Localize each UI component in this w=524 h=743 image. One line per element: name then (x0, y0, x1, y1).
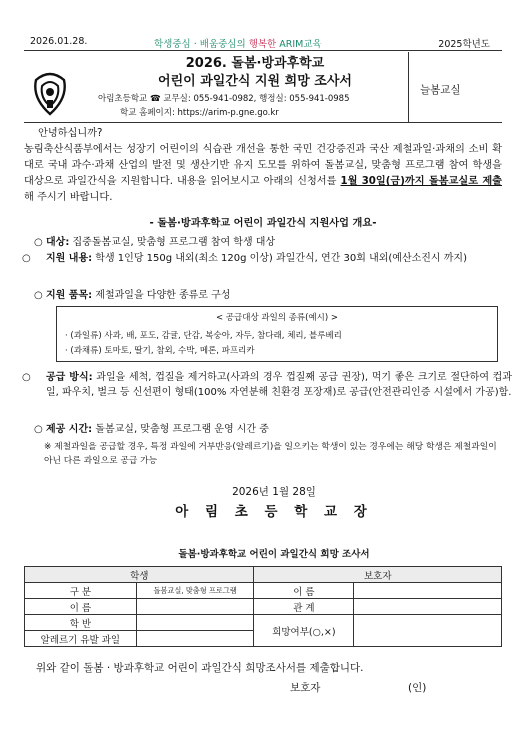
motto-highlight: 행복한 (248, 39, 277, 50)
grade-class-label: 학 반 (25, 615, 137, 631)
fruit-types-box (56, 306, 498, 362)
wish-label: 희망여부(○,×) (254, 615, 354, 647)
overview-item-time: ○ 제공 시간: 돌봄교실, 맞춤형 프로그램 운영 시간 중 (34, 424, 269, 435)
school-year: 2025학년도 (438, 39, 490, 50)
header-divider (408, 52, 409, 122)
school-contact: 아림초등학교 ☎ 교무실: 055-941-0982, 행정실: 055-941-0985 (98, 94, 350, 104)
document-title-line2: 어린이 과일간식 지원 희망 조사서 (158, 74, 352, 89)
circle-bullet-icon: ○ (34, 290, 43, 301)
allergy-field[interactable] (136, 631, 254, 647)
circle-bullet-icon: ○ (34, 424, 43, 435)
school-homepage: 학교 홈페이지: https://arim-p.gne.go.kr (120, 108, 279, 118)
fruit-box-title: < 공급대상 과일의 종류(예시) > (215, 313, 338, 323)
circle-bullet-icon: ○ (22, 253, 31, 264)
submit-statement: 위와 같이 돌봄 · 방과후학교 어린이 과일간식 희망조사서를 제출합니다. (36, 662, 364, 674)
student-name-label: 이 름 (25, 599, 137, 615)
overview-item-target: ○ 대상: 집중돌봄교실, 맞춤형 프로그램 참여 학생 대상 (34, 237, 276, 248)
application-form-table (24, 566, 502, 647)
department-label: 늘봄교실 (420, 84, 461, 96)
overview-item-products: ○ 지원 품목: 제철과일을 다양한 종류로 구성 (34, 290, 231, 301)
student-header: 학생 (25, 567, 254, 583)
deadline-emphasis: 1월 30일(금)까지 돌봄교실로 제출 (340, 176, 503, 187)
fruit-line: · (과일류) 사과, 배, 포도, 감귤, 단감, 복숭아, 자두, 참다래, 체리, 블루베리 (65, 331, 342, 341)
guardian-name-label: 이 름 (254, 583, 354, 599)
header-bottom-rule (24, 122, 502, 123)
allergy-note: ※ 제철과일을 공급할 경우, 특정 과일에 거부반응(알레르기)을 일으키는 학생이 있는 경우에는 해당 학생은 제철과일이 아닌 다른 과일으로 공급 가능 (44, 442, 497, 466)
guardian-name-field[interactable] (354, 583, 502, 599)
overview-title: - 돌봄·방과후학교 어린이 과일간식 지원사업 개요- (149, 218, 377, 229)
form-title: 돌봄·방과후학교 어린이 과일간식 희망 조사서 (178, 549, 370, 560)
student-name-field[interactable] (136, 599, 254, 615)
seal-label: (인) (408, 682, 427, 694)
document-title-line1: 2026. 돌봄·방과후학교 (185, 56, 325, 71)
circle-bullet-icon: ○ (34, 237, 43, 248)
school-logo-icon (30, 70, 70, 118)
principal-signature: 아 림 초 등 학 교 장 (175, 504, 373, 520)
greeting: 안녕하십니까? (38, 128, 103, 139)
circle-bullet-icon: ○ (22, 372, 31, 383)
guardian-relation-field[interactable] (354, 599, 502, 615)
overview-item-supply: ○ 공급 방식: 과일을 세척, 껍질을 제거하고(사과의 경우 껍질째 공급 권장), 먹기 좋은 크기로 절단하여 컵과일, 파우치, 벌크 등 신선편이 형태(100% 자연분해 친환경 포장재)로 공급(안전관리인증 시설에서 가공)함. (22, 372, 512, 398)
allergy-label: 알레르기 유발 과일 (25, 631, 137, 647)
issue-date: 2026년 1월 28일 (232, 486, 316, 498)
guardian-header: 보호자 (254, 567, 502, 583)
intro-paragraph: 농림축산식품부에서는 성장기 어린이의 식습관 개선을 통한 국민 건강증진과 국산 제철과일·과채의 소비 확대로 국내 과수·과채 산업의 발전 및 생산기반 유지 도모를 위하여 돌봄교실, 맞춤형 프로그램 참여 학생을 대상으로 과일간식을 지원합니다. 내용을 읽어보시고 아래의 신청서를 1월 30일(금)까지 돌봄교실로 제출해 주시기 바랍니다. (24, 144, 503, 203)
category-value: 돌봄교실, 맞춤형 프로그램 (136, 583, 254, 599)
wish-field[interactable] (354, 615, 502, 647)
header-top-rule (24, 50, 502, 51)
category-label: 구 분 (25, 583, 137, 599)
guardian-signature-label: 보호자 (290, 682, 321, 694)
grade-class-field[interactable] (136, 615, 254, 631)
school-motto: 학생중심 · 배움중심의 행복한 ARIM교육 (154, 39, 322, 50)
document-date: 2026.01.28. (30, 36, 88, 47)
guardian-relation-label: 관 계 (254, 599, 354, 615)
vegetable-fruit-line: · (과채류) 토마토, 딸기, 참외, 수박, 메론, 파프리카 (65, 346, 255, 356)
overview-item-support: ○ 지원 내용: 학생 1인당 150g 내외(최소 120g 이상) 과일간식, 연간 30회 내외(예산소진시 까지) (22, 253, 467, 264)
